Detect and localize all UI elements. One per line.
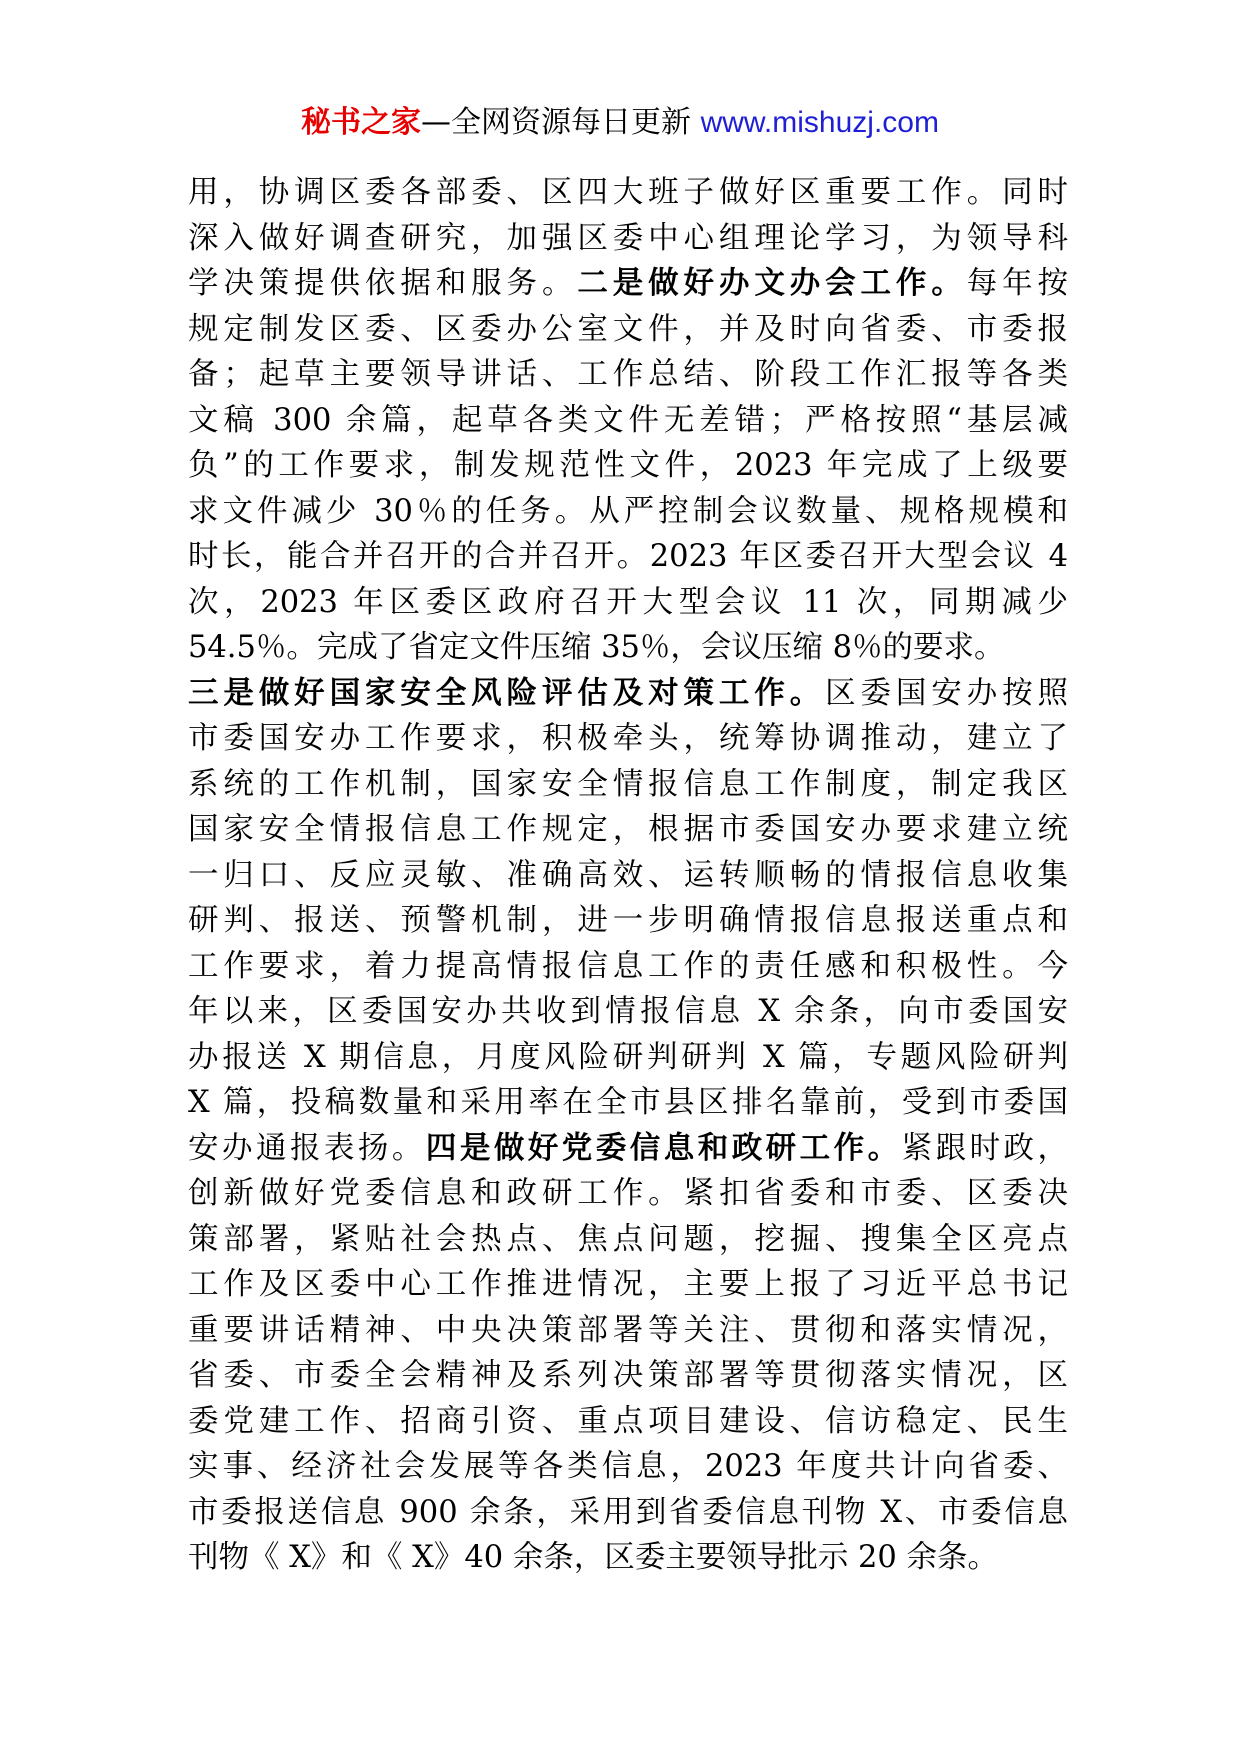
text-line (188, 398, 1068, 444)
text-line (188, 352, 1068, 398)
line-text: 国家安全情报信息工作规定，根据市委国安办要求建立统 (188, 812, 1068, 847)
line-text: 创新做好党委信息和政研工作。紧扣省委和市委、区委决 (188, 1176, 1068, 1211)
text-line (188, 489, 1068, 535)
text-line (188, 716, 1068, 762)
text-line (188, 1262, 1068, 1308)
line-text: 重要讲话精神、中央决策部署等关注、贯彻和落实情况， (188, 1312, 1068, 1348)
line-text: 深入做好调查研究，加强区委中心组理论学习，为领导科 (188, 220, 1068, 256)
text-line (188, 261, 1068, 307)
section-heading: 四是做好党委信息和政研工作。 (425, 1130, 902, 1166)
text-line (188, 1353, 1068, 1399)
line-text: 委党建工作、招商引资、重点项目建设、信访稳定、民生 (188, 1403, 1068, 1439)
line-text: 时长，能合并召开的合并召开。2023 年区委召开大型会议 4 (188, 539, 1068, 574)
line-text: 研判、报送、预警机制，进一步明确情报信息报送重点和 (188, 903, 1068, 938)
text-line (188, 989, 1068, 1035)
text-line (188, 898, 1068, 944)
text-line (188, 1490, 1068, 1536)
header-url[interactable]: www.mishuzj.com (700, 106, 939, 139)
text-line (188, 944, 1068, 990)
text-line (188, 807, 1068, 853)
line-text: X 篇，投稿数量和采用率在全市县区排名靠前，受到市委国 (188, 1085, 1068, 1120)
line-text: 系统的工作机制，国家安全情报信息工作制度，制定我区 (188, 766, 1068, 802)
line-text: 办报送 X 期信息，月度风险研判研判 X 篇，专题风险研判 (188, 1039, 1068, 1075)
text-line (188, 762, 1068, 808)
line-text-pre: 学决策提供依据和服务。 (188, 266, 578, 301)
line-text: 市委国安办工作要求，积极牵头，统筹协调推动，建立了 (188, 721, 1068, 756)
text-line (188, 534, 1068, 580)
text-line (188, 443, 1068, 489)
text-line (188, 1126, 1068, 1172)
section-heading: 三是做好国家安全风险评估及对策工作。 (188, 675, 826, 711)
line-text: 刊物《 X》和《 X》40 余条，区委主要领导批示 20 余条。 (188, 1540, 999, 1575)
line-text-post: 紧跟时政， (901, 1130, 1069, 1166)
text-line (188, 1171, 1068, 1217)
line-text: 备；起草主要领导讲话、工作总结、阶段工作汇报等各类 (188, 357, 1068, 392)
text-line (188, 1308, 1068, 1354)
line-text: 工作及区委中心工作推进情况，主要上报了习近平总书记 (188, 1267, 1068, 1302)
document-body (188, 170, 1068, 1581)
brand-name: 秘书之家 (301, 105, 422, 140)
line-text-pre: 安办通报表扬。 (188, 1130, 426, 1166)
text-line (188, 580, 1068, 626)
line-text: 规定制发区委、区委办公室文件，并及时向省委、市委报 (188, 311, 1068, 347)
text-line (188, 1399, 1068, 1445)
line-text: 工作要求，着力提高情报信息工作的责任感和积极性。今 (188, 948, 1068, 984)
text-line (188, 170, 1068, 216)
line-text-post: 每年按 (966, 266, 1069, 301)
text-line (188, 1035, 1068, 1081)
line-text: 用，协调区委各部委、区四大班子做好区重要工作。同时 (188, 175, 1068, 210)
section-heading: 二是做好办文办会工作。 (577, 266, 967, 301)
text-line (188, 853, 1068, 899)
line-text: 策部署，紧贴社会热点、焦点问题，挖掘、搜集全区亮点 (188, 1221, 1068, 1257)
text-line (188, 1444, 1068, 1490)
line-text: 市委报送信息 900 余条，采用到省委信息刊物 X、市委信息 (188, 1494, 1068, 1530)
header-tagline: —全网资源每日更新 (421, 105, 701, 140)
line-text-post: 区委国安办按照 (825, 675, 1068, 711)
text-line (188, 625, 1068, 671)
text-line (188, 1080, 1068, 1126)
text-line (188, 671, 1068, 717)
line-text: 负”的工作要求，制发规范性文件，2023 年完成了上级要 (188, 448, 1068, 483)
line-text: 次，2023 年区委区政府召开大型会议 11 次，同期减少 (188, 584, 1068, 620)
text-line (188, 1217, 1068, 1263)
line-text: 文稿 300 余篇，起草各类文件无差错；严格按照“基层减 (188, 402, 1068, 438)
line-text: 实事、经济社会发展等各类信息，2023 年度共计向省委、 (188, 1449, 1068, 1484)
text-line (188, 1535, 1068, 1581)
text-line (188, 307, 1068, 353)
line-text: 54.5％。完成了省定文件压缩 35％，会议压缩 8％的要求。 (188, 630, 1005, 665)
line-text: 省委、市委全会精神及系列决策部署等贯彻落实情况，区 (188, 1358, 1068, 1393)
text-line (188, 216, 1068, 262)
line-text: 年以来，区委国安办共收到情报信息 X 余条，向市委国安 (188, 994, 1068, 1029)
line-text: 一归口、反应灵敏、准确高效、运转顺畅的情报信息收集 (188, 857, 1068, 893)
page-header (0, 98, 1240, 148)
line-text: 求文件减少 30％的任务。从严控制会议数量、规格规模和 (188, 493, 1068, 529)
